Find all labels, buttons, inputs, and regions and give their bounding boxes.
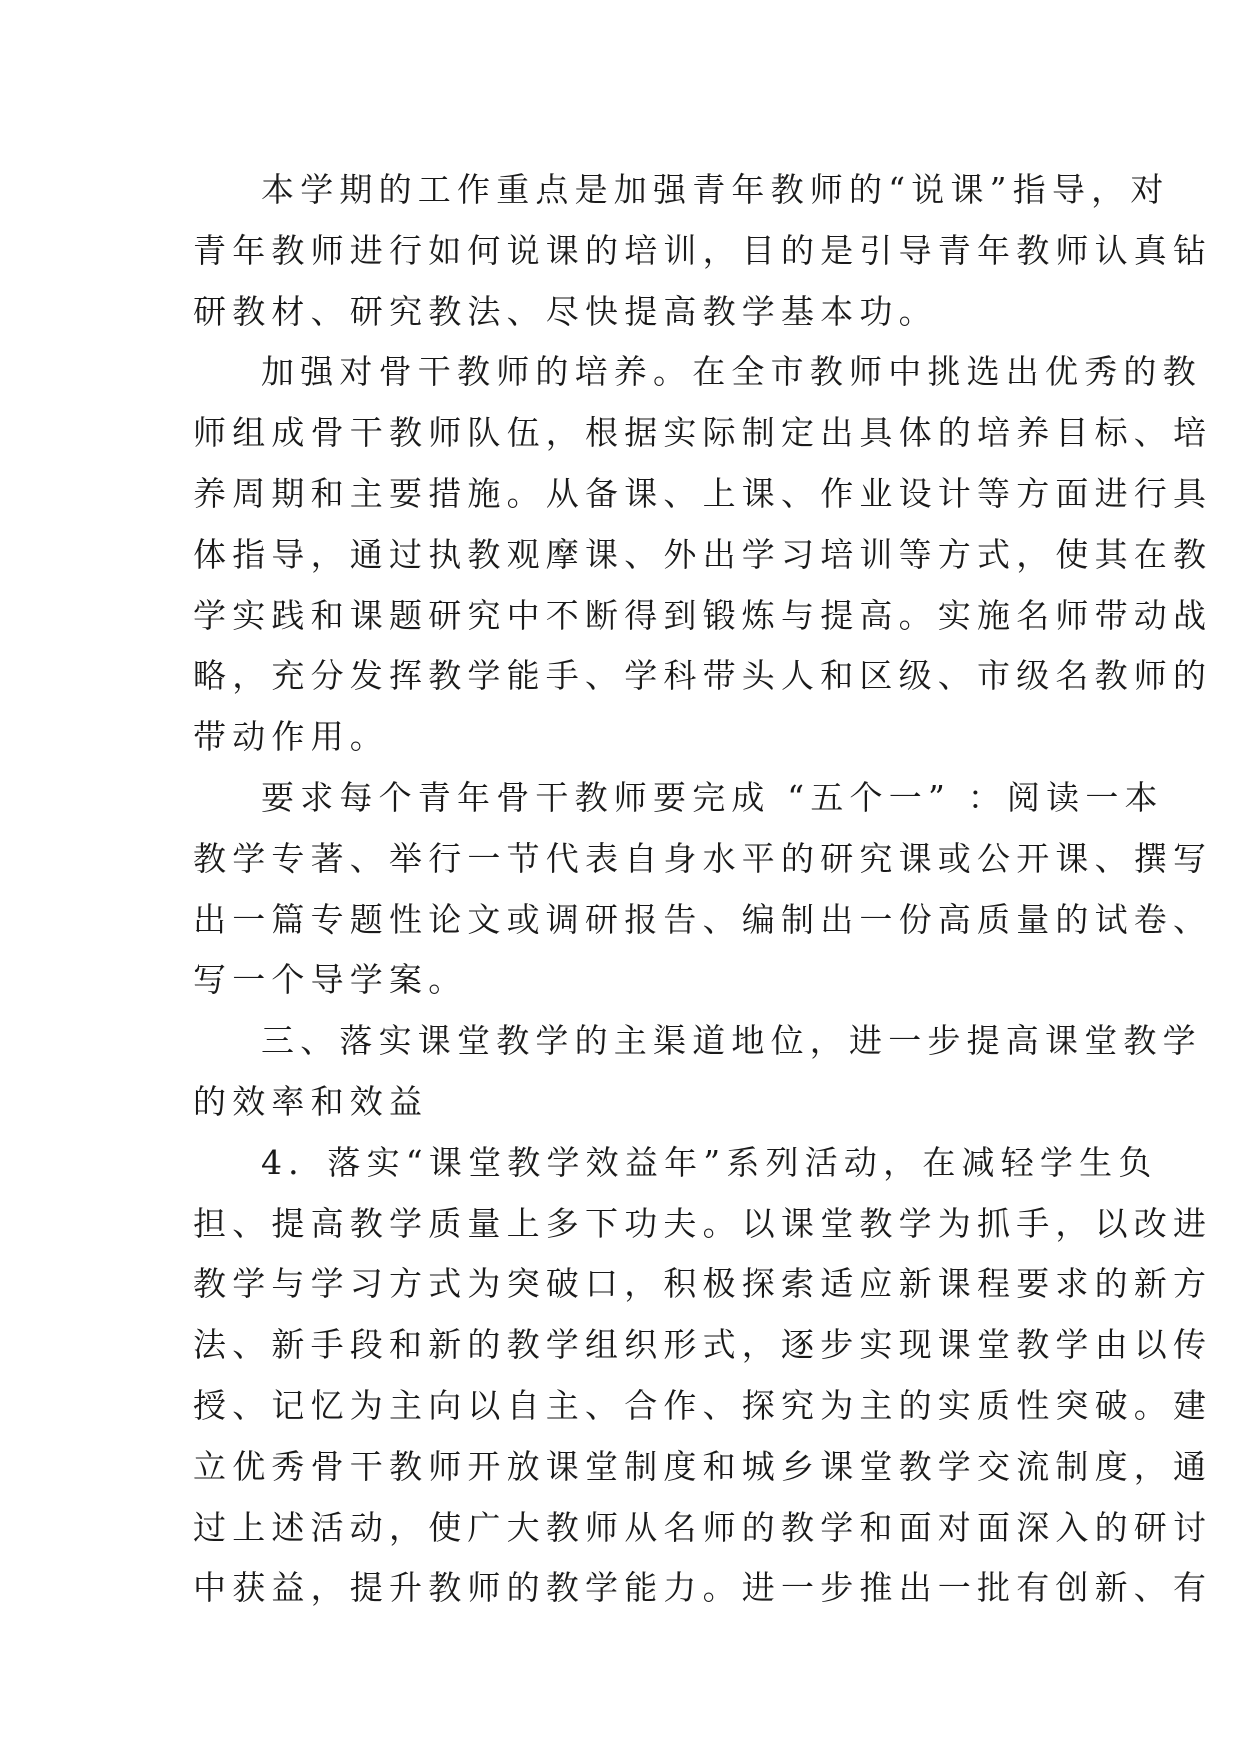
text-line: 写一个导学案。	[193, 960, 468, 1000]
paragraph-first-line: 加强对骨干教师的培养。在全市教师中挑选出优秀的教	[261, 352, 1202, 392]
text-line: 立优秀骨干教师开放课堂制度和城乡课堂教学交流制度，通	[193, 1446, 1213, 1486]
text-line: 授、记忆为主向以自主、合作、探究为主的实质性突破。建	[193, 1385, 1213, 1425]
paragraph-first-line: 要求每个青年骨干教师要完成 “五个一” ：阅读一本	[261, 777, 1164, 817]
text-line: 带动作用。	[193, 717, 389, 757]
text-line: 养周期和主要措施。从备课、上课、作业设计等方面进行具	[193, 473, 1213, 513]
text-line: 过上述活动，使广大教师从名师的教学和面对面深入的研讨	[193, 1507, 1213, 1547]
text-line: 研教材、研究教法、尽快提高教学基本功。	[193, 291, 938, 331]
text-line: 中获益，提升教师的教学能力。进一步推出一批有创新、有	[193, 1568, 1213, 1608]
paragraph-first-line: 三、落实课堂教学的主渠道地位，进一步提高课堂教学	[261, 1021, 1202, 1061]
text-line: 师组成骨干教师队伍，根据实际制定出具体的培养目标、培	[193, 413, 1213, 453]
body-text	[193, 160, 1213, 1619]
paragraph-first-line: 本学期的工作重点是加强青年教师的“说课”指导，对	[261, 170, 1170, 209]
text-line: 略，充分发挥教学能手、学科带头人和区级、市级名教师的	[193, 656, 1213, 696]
text-line: 青年教师进行如何说课的培训，目的是引导青年教师认真钻	[193, 230, 1213, 270]
text-line: 教学专著、举行一节代表自身水平的研究课或公开课、撰写	[193, 838, 1213, 878]
text-line: 教学与学习方式为突破口，积极探索适应新课程要求的新方	[193, 1264, 1213, 1304]
paragraph-first-line: 4．落实“课堂教学效益年”系列活动，在减轻学生负	[261, 1142, 1158, 1182]
text-line: 的效率和效益	[193, 1081, 429, 1121]
text-line: 学实践和课题研究中不断得到锻炼与提高。实施名师带动战	[193, 595, 1213, 635]
text-line: 出一篇专题性论文或调研报告、编制出一份高质量的试卷、	[193, 899, 1213, 939]
text-line: 法、新手段和新的教学组织形式，逐步实现课堂教学由以传	[193, 1325, 1213, 1365]
text-line: 担、提高教学质量上多下功夫。以课堂教学为抓手，以改进	[193, 1203, 1213, 1243]
text-line: 体指导，通过执教观摩课、外出学习培训等方式，使其在教	[193, 534, 1213, 574]
